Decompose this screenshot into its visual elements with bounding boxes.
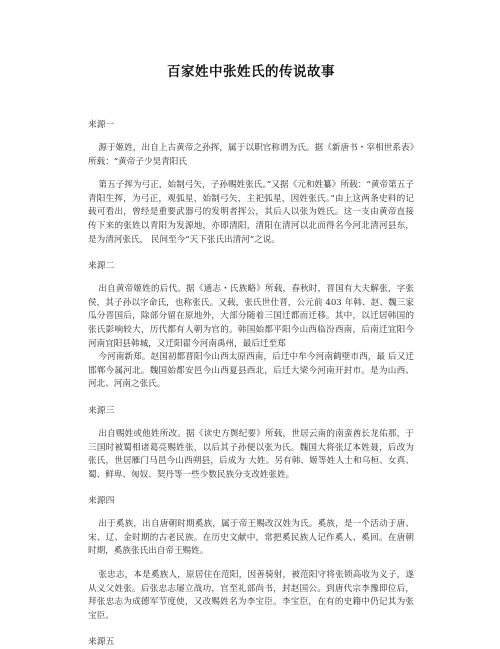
paragraph: 第五子挥为弓正，始制弓矢，子孙赐姓张氏。”又据《元和姓纂》所载：“黄帝第五子青阳生挥，为弓正，观弧星，始制弓矢，主祀弧星，因姓张氏。”由上这两条史料的记载可看出，曾经是重要武器弓的发明者挥公，其后人以张为姓氏。这一支由黄帝直接传下来的张姓以青阳为发源地，亦即清阳，清阳在清河以北而得名今河北清河县东，是为清河张氏， 民间至今“天下张氏出清河”之说。: [88, 180, 414, 245]
paragraph: 出自赐姓或他姓所改。据《读史方舆纪要》所载，世居云南的南蛮酋长龙佑那，于三国时被蜀相诸葛亮赐姓张，以后其子孙便以张为氏。魏国大将张辽本姓聂，后改为张氏，世居雁门马邑今山西朔县，后成为 大姓。另有韩、姬等姓人士和乌桓、女真、蜀、鲜卑、匈奴、契丹等一些少数民族分支改姓张姓。: [88, 428, 414, 480]
section-label: 来源一: [88, 120, 115, 130]
section-source-4: [88, 494, 414, 623]
section-label: 来源五: [88, 637, 115, 648]
paragraph: 张忠志，本是奚族人，原居住在范阳，因善骑射，被范阳守将张锁高收为义子，遂从义父姓张。后张忠志屡立战功，官至礼部尚书，封赵国公。到唐代宗李豫即位后，拜张忠志为成德军节度使，又改赐姓名为李宝臣。李宝臣，在有的史籍中仍记其为张宝臣。: [88, 570, 414, 621]
section-label: 来源三: [88, 405, 115, 416]
paragraph: 出自黄帝姬姓的后代。据《通志・氏族略》所载，春秋时，晋国有大夫解张，字张侯，其子孙以字命氏，也称张氏。又载，张氏世仕晋，公元前 403 年韩、赵、魏三家瓜分晋国后，除部分留在原地外，大部分随着三国迁都而迁移。其中，以迁居韩国的张氏影响较大，历代都有人朝为官的。韩国始都平阳今山西临汾西南，后南迁宜阳今河南宜阳县韩城，又迁阳翟今河南禹州，最后迁至郑: [88, 284, 414, 349]
paragraph: 今河南新郑。赵国初都晋阳今山西太原西南，后迁中牟今河南鹤壁市西，最 后又迁邯郸今属河北。魏国始都安邑今山西夏县西北，后迁大梁今河南开封市。是为山西、河北、河南之张氏。: [88, 352, 414, 390]
paragraph: 出于奚族，出自唐朝时期奚族，属于帝王赐改汉姓为氏。奚族，是一个活动于唐、宋、辽、金时期的古老民族。在历史文献中，常把奚民族人记作奚人、奚回。在唐朝时期，奚族张氏出自帝王赐姓。: [88, 519, 414, 557]
section-source-1: [88, 118, 414, 247]
spacer: [88, 80, 414, 118]
paragraph: 源于姬姓，出自上古黄帝之孙挥，属于以职官称谓为氏。据《新唐书・宰相世系表》所载：“黄帝子少昊青阳氏: [88, 143, 414, 167]
section-source-3: [88, 404, 414, 482]
section-label: 来源二: [88, 261, 115, 272]
section-source-2: [88, 259, 414, 392]
document-title: 百家姓中张姓氏的传说故事: [167, 64, 335, 80]
section-label: 来源四: [88, 496, 115, 507]
